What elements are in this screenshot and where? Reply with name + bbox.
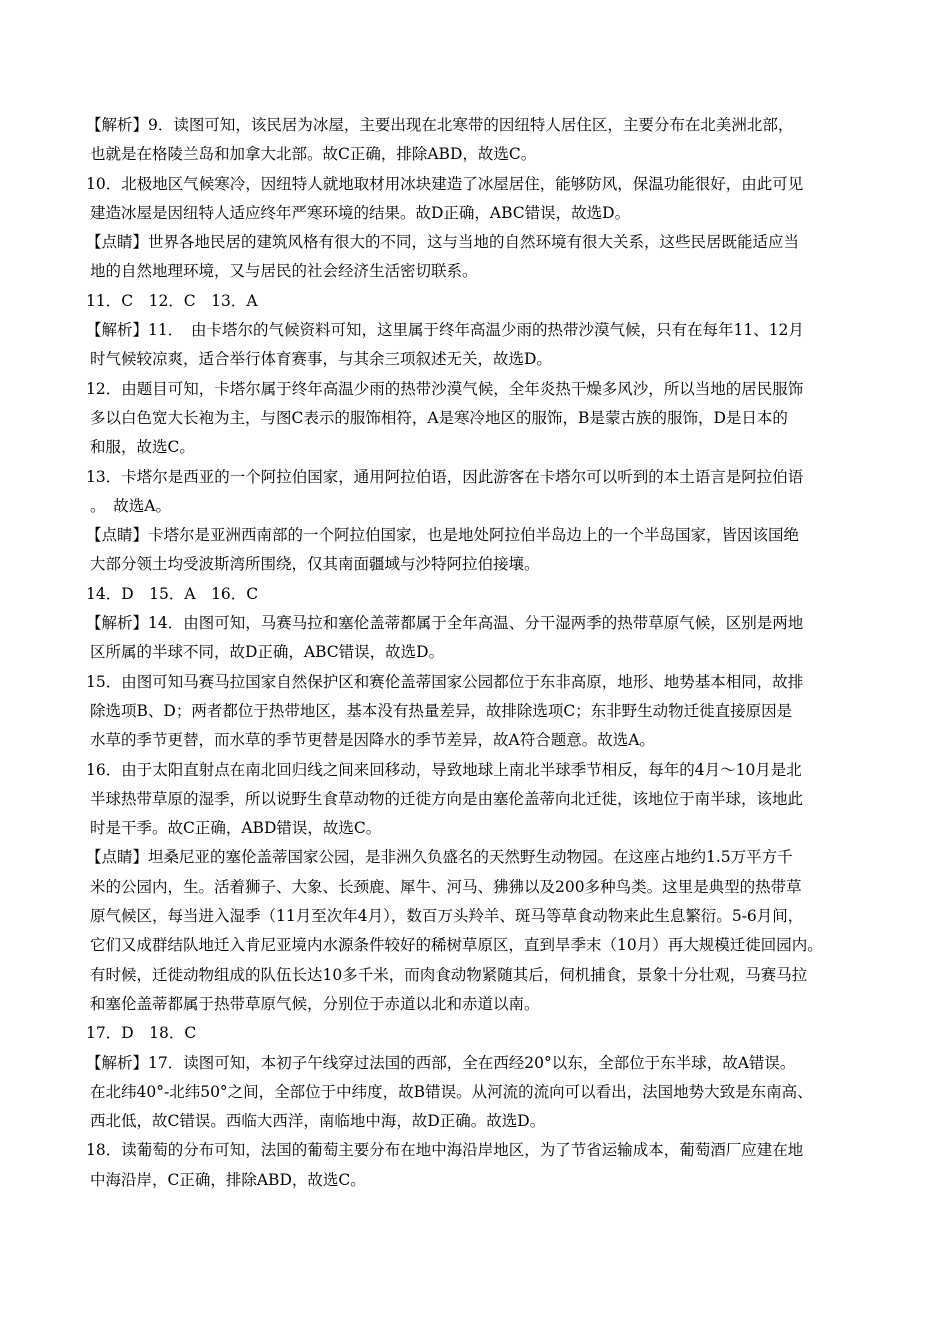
text-line: 【点睛】坦桑尼亚的塞伦盖蒂国家公园，是非洲久负盛名的天然野生动物园。在这座占地约1.5万平方千 [86, 848, 793, 867]
text-line: 半球热带草原的湿季，所以说野生食草动物的迁徙方向是由塞伦盖蒂向北迁徙，该地位于南半球，该地此 [90, 789, 804, 808]
text-line: 和塞伦盖蒂都属于热带草原气候，分别位于赤道以北和赤道以南。 [90, 994, 540, 1013]
text-line: 时是干季。故C正确，ABD错误，故选C。 [90, 819, 382, 838]
text-line: 在北纬40°-北纬50°之间，全部位于中纬度，故B错误。从河流的流向可以看出，法国地势大致是东南高、 [90, 1082, 813, 1101]
answer-line: 17．D 18．C [86, 1024, 197, 1043]
text-line: 【点睛】世界各地民居的建筑风格有很大的不同，这与当地的自然环境有很大关系，这些民居既能适应当 [86, 233, 800, 252]
text-line: 【解析】9．读图可知，该民居为冰屋，主要出现在北寒带的因纽特人居住区，主要分布在北美洲北部， [86, 116, 794, 134]
text-line: 15．由图可知马赛马拉国家自然保护区和赛伦盖蒂国家公园都位于东非高原，地形、地势基本相同，故排 [86, 672, 804, 691]
text-line: 时气候较凉爽，适合举行体育赛事，与其余三项叙述无关，故选D。 [90, 350, 552, 369]
text-line: 也就是在格陵兰岛和加拿大北部。故C正确，排除ABD，故选C。 [90, 145, 537, 164]
text-line: 米的公园内，生。活着狮子、大象、长颈鹿、犀牛、河马、狒狒以及200多种鸟类。这里是典型的热带草 [90, 877, 802, 896]
text-line: 建造冰屋是因纽特人适应终年严寒环境的结果。故D正确，ABC错误，故选D。 [90, 203, 631, 222]
text-line: 和服，故选C。 [90, 438, 195, 457]
text-line: 多以白色宽大长袍为主，与图C表示的服饰相符，A是寒冷地区的服饰，B是蒙古族的服饰，D是日本的 [90, 408, 788, 427]
text-line: 。 故选A。 [90, 496, 171, 515]
text-line: 除选项B、D；两者都位于热带地区，基本没有热量差异，故排除选项C；东非野生动物迁徙直接原因是 [90, 701, 793, 720]
text-line: 12．由题目可知，卡塔尔属于终年高温少雨的热带沙漠气候，全年炎热干燥多风沙，所以当地的居民服饰 [86, 379, 804, 398]
text-line: 原气候区，每当进入湿季（11月至次年4月），数百万头羚羊、斑马等草食动物来此生息繁衍。5-6月间， [90, 907, 804, 926]
text-line: 有时候，迁徙动物组成的队伍长达10多千米，而肉食动物紧随其后，伺机捕食，景象十分壮观，马赛马拉 [90, 965, 808, 984]
text-line: 水草的季节更替，而水草的季节更替是因降水的季节差异，故A符合题意。故选A。 [90, 731, 655, 750]
text-line: 【解析】17．读图可知，本初子午线穿过法国的西部，全在西经20°以东，全部位于东半球，故A错误。 [86, 1053, 796, 1072]
text-line: 西北低，故C错误。西临大西洋，南临地中海，故D正确。故选D。 [90, 1112, 546, 1131]
text-line: 【解析】11． 由卡塔尔的气候资料可知，这里属于终年高温少雨的热带沙漠气候，只有在每年11、12月 [86, 321, 804, 340]
answer-line: 11．C 12．C 13．A [86, 291, 258, 310]
text-line: 13．卡塔尔是西亚的一个阿拉伯国家，通用阿拉伯语，因此游客在卡塔尔可以听到的本土语言是阿拉伯语 [86, 467, 804, 486]
text-line: 【解析】14．由图可知，马赛马拉和塞伦盖蒂都属于全年高温、分干湿两季的热带草原气候，区别是两地 [86, 614, 804, 633]
text-line: 区所属的半球不同，故D正确，ABC错误，故选D。 [90, 643, 445, 662]
text-line: 18．读葡萄的分布可知，法国的葡萄主要分布在地中海沿岸地区，为了节省运输成本，葡萄酒厂应建在地 [86, 1141, 804, 1160]
text-line: 【点睛】卡塔尔是亚洲西南部的一个阿拉伯国家，也是地处阿拉伯半岛边上的一个半岛国家，皆因该国绝 [86, 526, 800, 545]
text-line: 中海沿岸，C正确，排除ABD，故选C。 [90, 1170, 366, 1189]
text-line: 10．北极地区气候寒冷，因纽特人就地取材用冰块建造了冰屋居住，能够防风，保温功能很好，由此可见 [86, 174, 804, 193]
answer-line: 14．D 15．A 16．C [86, 584, 259, 603]
text-line: 地的自然地理环境，又与居民的社会经济生活密切联系。 [90, 262, 478, 281]
text-line: 大部分领土均受波斯湾所围绕，仅其南面疆域与沙特阿拉伯接壤。 [90, 555, 540, 574]
text-line: 它们又成群结队地迁入肯尼亚境内水源条件较好的稀树草原区，直到旱季末（10月）再大规模迁徙回园内。 [90, 936, 823, 955]
text-line: 16．由于太阳直射点在南北回归线之间来回移动，导致地球上南北半球季节相反，每年的4月～10月是北 [86, 760, 802, 779]
document-page [86, 111, 876, 1195]
